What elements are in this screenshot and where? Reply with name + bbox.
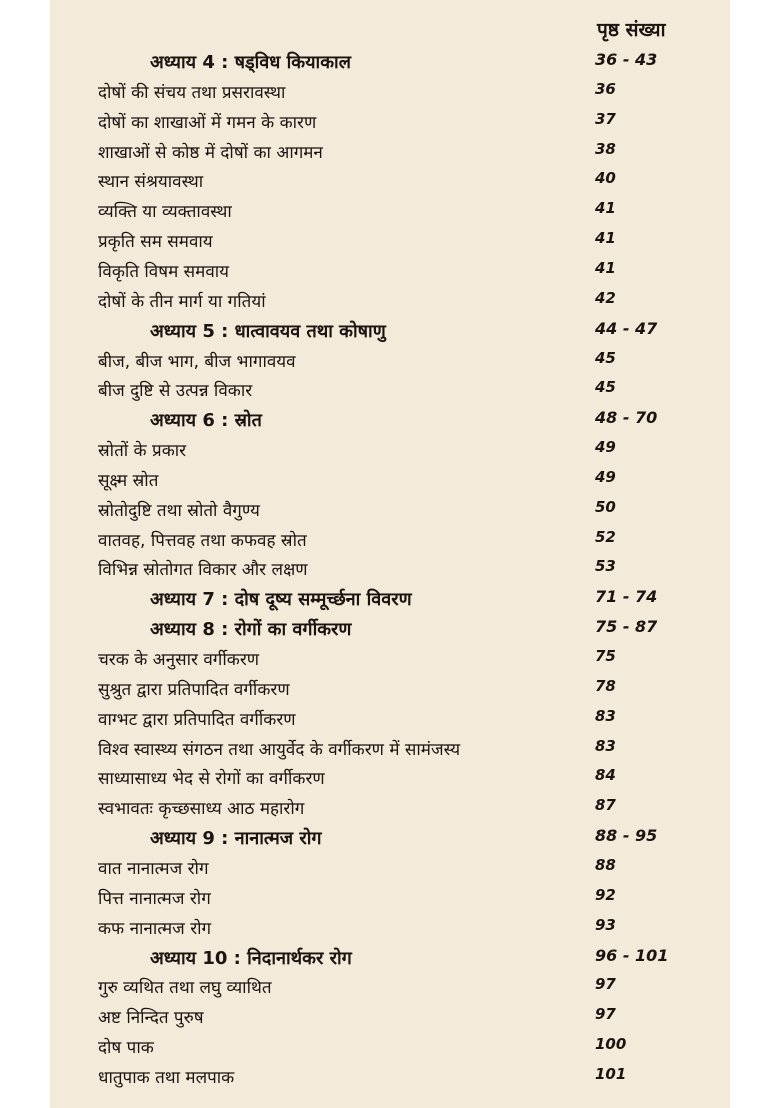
toc-entry-row bbox=[50, 110, 730, 142]
entry-page-number: 38 bbox=[595, 139, 616, 158]
entry-title: दोषों की संचय तथा प्रसरावस्था bbox=[98, 82, 286, 103]
toc-entry-row bbox=[50, 1005, 730, 1037]
entry-title: स्थान संश्रयावस्था bbox=[98, 172, 204, 193]
toc-entry-row bbox=[50, 80, 730, 112]
entry-page-number: 78 bbox=[595, 676, 616, 695]
chapter-title: अध्याय 7 : दोष दूष्य सम्मूर्च्छना विवरण bbox=[150, 589, 412, 611]
entry-title: विकृति विषम समवाय bbox=[98, 261, 230, 282]
toc-entry-row bbox=[50, 796, 730, 828]
entry-title: वाग्भट द्वारा प्रतिपादित वर्गीकरण bbox=[98, 709, 296, 730]
chapter-heading-row bbox=[50, 946, 730, 978]
chapter-title: अध्याय 8 : रोगों का वर्गीकरण bbox=[150, 619, 352, 641]
entry-title: व्यक्ति या व्यक्तावस्था bbox=[98, 202, 232, 223]
entry-title: स्वभावतः कृच्छसाध्य आठ महारोग bbox=[98, 799, 305, 820]
entry-page-number: 53 bbox=[595, 557, 616, 576]
chapter-page-range: 75 - 87 bbox=[595, 617, 658, 637]
book-page bbox=[50, 0, 730, 1108]
entry-title: बीज, बीज भाग, बीज भागावयव bbox=[98, 351, 296, 372]
toc-entry-row bbox=[50, 886, 730, 918]
toc-entry-row bbox=[50, 229, 730, 261]
entry-page-number: 88 bbox=[595, 855, 616, 874]
toc-entry-row bbox=[50, 169, 730, 201]
toc-entry-row bbox=[50, 557, 730, 589]
entry-page-number: 92 bbox=[595, 885, 616, 904]
toc-entry-row bbox=[50, 975, 730, 1007]
entry-page-number: 41 bbox=[595, 199, 616, 218]
chapter-title: अध्याय 5 : धात्वावयव तथा कोषाणु bbox=[150, 320, 386, 342]
entry-title: गुरु व्यथित तथा लघु व्याथित bbox=[98, 978, 272, 999]
entry-title: दोषों का शाखाओं में गमन के कारण bbox=[98, 112, 317, 133]
chapter-heading-row bbox=[50, 408, 730, 440]
toc-entry-row bbox=[50, 289, 730, 321]
chapter-heading-row bbox=[50, 50, 730, 82]
entry-title: वातवह, पित्तवह तथा कफवह स्रोत bbox=[98, 530, 307, 551]
entry-page-number: 41 bbox=[595, 229, 616, 248]
entry-title: धातुपाक तथा मलपाक bbox=[98, 1067, 235, 1088]
entry-title: कफ नानात्मज रोग bbox=[98, 918, 212, 939]
chapter-heading-row bbox=[50, 319, 730, 351]
toc-entry-row bbox=[50, 468, 730, 500]
toc-entry-row bbox=[50, 528, 730, 560]
entry-page-number: 52 bbox=[595, 527, 616, 546]
entry-page-number: 45 bbox=[595, 378, 616, 397]
entry-title: बीज दुष्टि से उत्पन्न विकार bbox=[98, 381, 253, 402]
chapter-title: अध्याय 6 : स्रोत bbox=[150, 410, 262, 432]
chapter-page-range: 71 - 74 bbox=[595, 587, 658, 607]
entry-title: विश्व स्वास्थ्य संगठन तथा आयुर्वेद के वर्गीकरण में सामंजस्य bbox=[98, 739, 461, 760]
toc-entry-row bbox=[50, 140, 730, 172]
toc-entry-row bbox=[50, 438, 730, 470]
chapter-page-range: 36 - 43 bbox=[595, 50, 658, 69]
entry-page-number: 97 bbox=[595, 1005, 616, 1024]
entry-page-number: 75 bbox=[595, 647, 616, 665]
entry-page-number: 100 bbox=[595, 1035, 627, 1054]
entry-page-number: 50 bbox=[595, 497, 616, 516]
entry-page-number: 87 bbox=[595, 796, 616, 815]
toc-entry-row bbox=[50, 378, 730, 410]
toc-entry-row bbox=[50, 707, 730, 739]
chapter-page-range: 96 - 101 bbox=[595, 945, 669, 965]
entry-title: सूक्ष्म स्रोत bbox=[98, 470, 159, 491]
toc-entry-row bbox=[50, 647, 730, 679]
entry-title: दोषों के तीन मार्ग या गतियां bbox=[98, 291, 266, 312]
entry-title: स्रोतोदुष्टि तथा स्रोतो वैगुण्य bbox=[98, 500, 260, 521]
toc-entry-row bbox=[50, 498, 730, 530]
entry-page-number: 37 bbox=[595, 109, 616, 128]
toc-entry-row bbox=[50, 1065, 730, 1097]
entry-title: प्रकृति सम समवाय bbox=[98, 232, 213, 253]
toc-entry-row bbox=[50, 199, 730, 231]
entry-page-number: 84 bbox=[595, 766, 616, 785]
chapter-page-range: 44 - 47 bbox=[595, 318, 658, 338]
chapter-page-range: 88 - 95 bbox=[595, 826, 658, 846]
entry-page-number: 83 bbox=[595, 706, 616, 725]
entry-page-number: 93 bbox=[595, 915, 616, 934]
entry-page-number: 97 bbox=[595, 975, 616, 994]
entry-title: विभिन्न स्रोतोगत विकार और लक्षण bbox=[98, 560, 308, 581]
entry-title: साध्यासाध्य भेद से रोगों का वर्गीकरण bbox=[98, 769, 325, 790]
toc-entry-row bbox=[50, 349, 730, 381]
chapter-heading-row bbox=[50, 587, 730, 619]
entry-page-number: 101 bbox=[595, 1064, 627, 1083]
entry-title: वात नानात्मज रोग bbox=[98, 858, 209, 879]
toc-entry-row bbox=[50, 766, 730, 798]
toc-entry-row bbox=[50, 1035, 730, 1067]
chapter-title: अध्याय 4 : षड्‌विध कियाकाल bbox=[150, 52, 351, 73]
chapter-page-range: 48 - 70 bbox=[595, 408, 658, 428]
entry-page-number: 45 bbox=[595, 348, 616, 367]
entry-page-number: 42 bbox=[595, 288, 616, 307]
entry-title: चरक के अनुसार वर्गीकरण bbox=[98, 650, 260, 670]
toc-entry-row bbox=[50, 856, 730, 888]
entry-page-number: 41 bbox=[595, 258, 616, 277]
page-number-column-header: पृष्ठ संख्या bbox=[597, 19, 666, 41]
toc-entry-row bbox=[50, 677, 730, 709]
entry-title: स्रोतों के प्रकार bbox=[98, 441, 187, 462]
entry-title: सुश्रुत द्वारा प्रतिपादित वर्गीकरण bbox=[98, 679, 290, 700]
entry-page-number: 40 bbox=[595, 169, 616, 188]
chapter-title: अध्याय 9 : नानात्मज रोग bbox=[150, 828, 322, 850]
toc-entry-row bbox=[50, 737, 730, 769]
toc-entry-row bbox=[50, 259, 730, 291]
toc-entry-row bbox=[50, 916, 730, 948]
chapter-title: अध्याय 10 : निदानार्थकर रोग bbox=[150, 947, 352, 969]
entry-page-number: 49 bbox=[595, 467, 616, 486]
chapter-heading-row bbox=[50, 826, 730, 858]
chapter-heading-row bbox=[50, 617, 730, 649]
entry-title: पित्त नानात्मज रोग bbox=[98, 888, 211, 909]
entry-page-number: 49 bbox=[595, 438, 616, 457]
entry-page-number: 83 bbox=[595, 736, 616, 755]
entry-title: दोष पाक bbox=[98, 1038, 154, 1059]
entry-page-number: 36 bbox=[595, 79, 616, 98]
entry-title: शाखाओं से कोष्ठ में दोषों का आगमन bbox=[98, 142, 323, 163]
entry-title: अष्ट निन्दित पुरुष bbox=[98, 1008, 204, 1029]
